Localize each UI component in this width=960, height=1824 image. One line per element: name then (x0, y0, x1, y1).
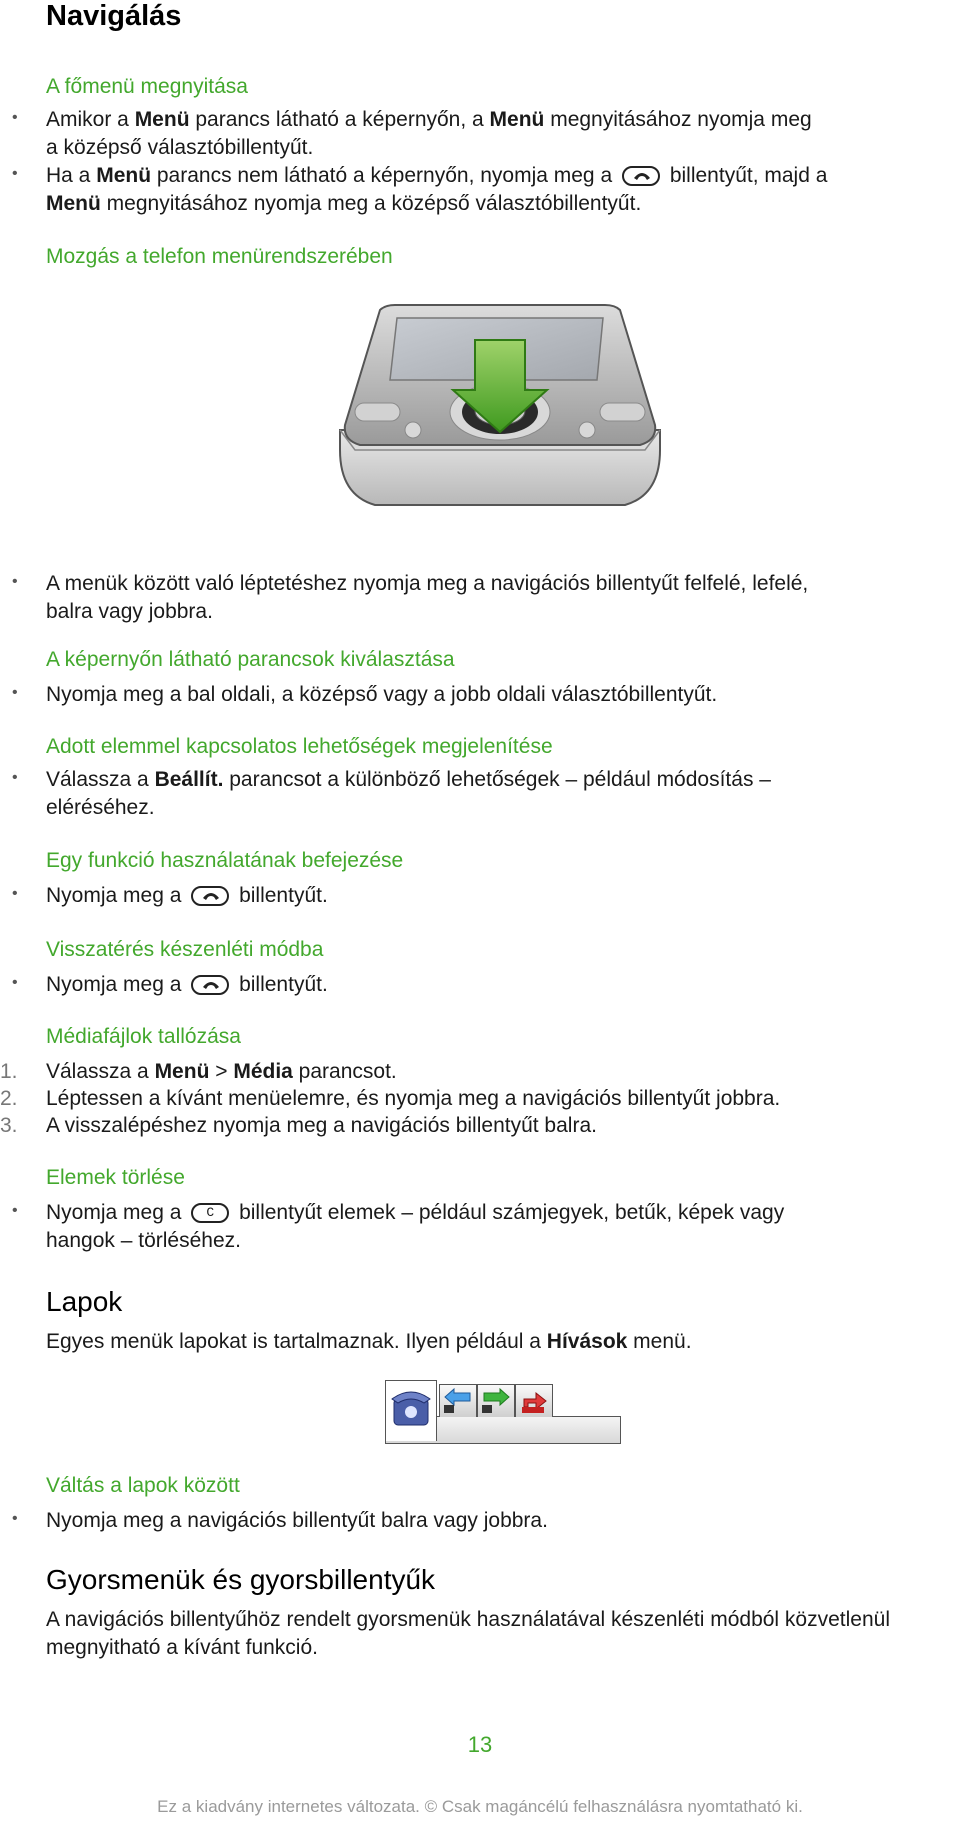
list-item: Nyomja meg a billentyűt. (46, 973, 328, 996)
list-item: Válassza a Menü > Média parancsot. (46, 1060, 397, 1083)
end-call-key-icon (191, 886, 229, 906)
list-item: Nyomja meg a bal oldali, a középső vagy a jobb oldali választóbillentyűt. (46, 683, 718, 706)
phone-navigation-illustration (335, 300, 665, 540)
heading-menu-navigation: Mozgás a telefon menürendszerében (46, 245, 393, 268)
heading-delete-items: Elemek törlése (46, 1166, 185, 1189)
bullet: • (12, 165, 18, 182)
list-item: Nyomja meg a billentyűt. (46, 884, 328, 907)
list-item: A menük között való léptetéshez nyomja meg a navigációs billentyűt felfelé, lefelé, balra vagy jobbra. (46, 572, 809, 623)
list-number: 2. (0, 1087, 18, 1110)
page-title: Navigálás (46, 0, 182, 32)
end-call-key-icon (622, 166, 660, 186)
heading-tabs: Lapok (46, 1286, 123, 1317)
list-number: 3. (0, 1114, 18, 1137)
list-item: Ha a Menü parancs nem látható a képernyőn, nyomja meg a billentyűt, majd a Menü megnyitásához nyomja meg a középső választóbillentyűt. (46, 164, 828, 215)
heading-end-function: Egy funkció használatának befejezése (46, 849, 404, 872)
shortcuts-paragraph: A navigációs billentyűhöz rendelt gyorsmenük használatával készenléti módból közvetlenül megnyitható a kívánt funkció. (46, 1608, 890, 1659)
footer-note: Ez a kiadvány internetes változata. © Csak magáncélú felhasználásra nyomtatható ki. (157, 1797, 803, 1816)
missed-call-icon (516, 1385, 552, 1417)
heading-select-commands: A képernyőn látható parancsok kiválasztása (46, 648, 455, 671)
tabs-paragraph: Egyes menük lapokat is tartalmaznak. Ilyen például a Hívások menü. (46, 1330, 692, 1353)
bullet: • (12, 769, 18, 786)
list-item: Nyomja meg a C billentyűt elemek – például számjegyek, betűk, képek vagy hangok – törléséhez. (46, 1201, 785, 1252)
list-item: Válassza a Beállít. parancsot a különböző lehetőségek – például módosítás – eléréséhez. (46, 768, 771, 819)
list-item: Amikor a Menü parancs látható a képernyőn, a Menü megnyitásához nyomja meg a középső választóbillentyűt. (46, 108, 812, 159)
tab-calls-missed[interactable] (515, 1384, 553, 1417)
end-call-key-icon (191, 975, 229, 995)
dialed-call-icon (478, 1385, 514, 1417)
bullet: • (12, 885, 18, 902)
list-item: Léptessen a kívánt menüelemre, és nyomja meg a navigációs billentyűt jobbra. (46, 1087, 781, 1110)
heading-switch-tabs: Váltás a lapok között (46, 1474, 240, 1497)
bullet: • (12, 974, 18, 991)
heading-item-options: Adott elemmel kapcsolatos lehetőségek megjelenítése (46, 735, 553, 758)
tab-calls-received[interactable] (439, 1384, 477, 1417)
list-item: A visszalépéshez nyomja meg a navigációs billentyűt balra. (46, 1114, 597, 1137)
tabs-illustration (385, 1380, 621, 1444)
bullet: • (12, 1510, 18, 1527)
page-number: 13 (467, 1732, 493, 1757)
list-item: Nyomja meg a navigációs billentyűt balra vagy jobbra. (46, 1509, 548, 1532)
heading-standby: Visszatérés készenléti módba (46, 938, 324, 961)
heading-shortcuts: Gyorsmenük és gyorsbillentyűk (46, 1564, 436, 1595)
tab-calls-all[interactable] (385, 1380, 437, 1441)
heading-media-browse: Médiafájlok tallózása (46, 1025, 241, 1048)
c-key-icon: C (191, 1203, 229, 1223)
list-number: 1. (0, 1060, 18, 1083)
heading-main-menu: A főmenü megnyitása (46, 75, 248, 98)
bullet: • (12, 109, 18, 126)
bullet: • (12, 573, 18, 590)
tab-calls-dialed[interactable] (477, 1384, 515, 1417)
bullet: • (12, 1202, 18, 1219)
phone-icon (386, 1381, 436, 1441)
bullet: • (12, 684, 18, 701)
received-call-icon (440, 1385, 476, 1417)
